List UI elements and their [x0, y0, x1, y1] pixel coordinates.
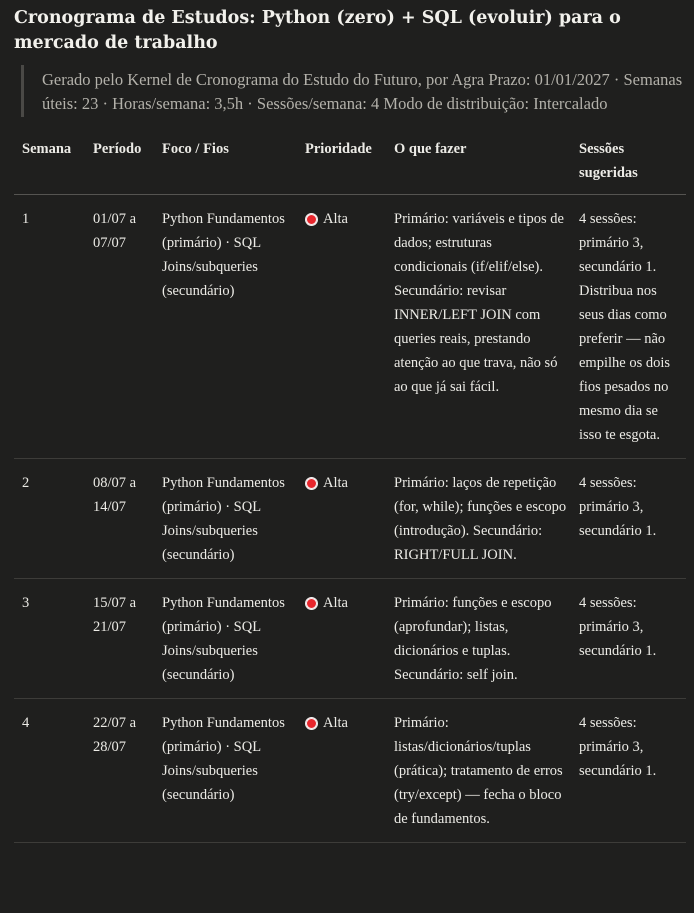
red-circle-icon [305, 717, 318, 730]
column-header-todo: O que fazer [386, 137, 571, 195]
focus-cell: Python Fundamentos (primário) · SQL Joins/subqueries (secundário) [154, 195, 297, 459]
focus-cell: Python Fundamentos (primário) · SQL Joins/subqueries (secundário) [154, 699, 297, 843]
document [14, 0, 686, 843]
column-header-week: Semana [14, 137, 85, 195]
priority-cell [297, 195, 386, 459]
week-cell: 3 [14, 579, 85, 699]
schedule-table [14, 137, 686, 843]
table-row [14, 195, 686, 459]
priority-badge [305, 207, 348, 231]
priority-label: Alta [323, 595, 348, 611]
sessions-cell: 4 sessões: primário 3, secundário 1. [571, 699, 686, 843]
column-header-sessions: Sessões sugeridas [571, 137, 686, 195]
priority-label: Alta [323, 715, 348, 731]
column-header-focus: Foco / Fios [154, 137, 297, 195]
red-circle-icon [305, 213, 318, 226]
sessions-cell: 4 sessões: primário 3, secundário 1. [571, 459, 686, 579]
priority-badge [305, 591, 348, 615]
priority-cell [297, 459, 386, 579]
focus-cell: Python Fundamentos (primário) · SQL Joins/subqueries (secundário) [154, 579, 297, 699]
todo-cell: Primário: variáveis e tipos de dados; estruturas condicionais (if/elif/else). Secundário: revisar INNER/LEFT JOIN com queries reais, prestando atenção ao que trava, não só ao que já sai fácil. [386, 195, 571, 459]
table-row [14, 699, 686, 843]
todo-cell: Primário: laços de repetição (for, while); funções e escopo (introdução). Secundário: RIGHT/FULL JOIN. [386, 459, 571, 579]
week-cell: 4 [14, 699, 85, 843]
page-title: Cronograma de Estudos: Python (zero) + SQL (evoluir) para o mercado de trabalho [14, 8, 621, 53]
period-cell: 22/07 a 28/07 [85, 699, 154, 843]
week-cell: 1 [14, 195, 85, 459]
priority-cell [297, 579, 386, 699]
table-header-row [14, 137, 686, 195]
period-cell: 08/07 a 14/07 [85, 459, 154, 579]
table-row [14, 459, 686, 579]
priority-label: Alta [323, 211, 348, 227]
generation-info: Gerado pelo Kernel de Cronograma do Estudo do Futuro, por Agra Prazo: 01/01/2027 · Semanas úteis: 23 · Horas/semana: 3,5h · Sessões/semana: 4 Modo de distribuição: Intercalado [21, 65, 686, 117]
priority-badge [305, 711, 348, 735]
week-cell: 2 [14, 459, 85, 579]
period-cell: 15/07 a 21/07 [85, 579, 154, 699]
priority-badge [305, 471, 348, 495]
todo-cell: Primário: funções e escopo (aprofundar); listas, dicionários e tuplas. Secundário: self join. [386, 579, 571, 699]
red-circle-icon [305, 597, 318, 610]
column-header-period: Período [85, 137, 154, 195]
table-row [14, 579, 686, 699]
period-cell: 01/07 a 07/07 [85, 195, 154, 459]
priority-label: Alta [323, 475, 348, 491]
sessions-cell: 4 sessões: primário 3, secundário 1. Distribua nos seus dias como preferir — não empilhe os dois fios pesados no mesmo dia se isso te esgota. [571, 195, 686, 459]
todo-cell: Primário: listas/dicionários/tuplas (prática); tratamento de erros (try/except) — fecha o bloco de fundamentos. [386, 699, 571, 843]
sessions-cell: 4 sessões: primário 3, secundário 1. [571, 579, 686, 699]
focus-cell: Python Fundamentos (primário) · SQL Joins/subqueries (secundário) [154, 459, 297, 579]
red-circle-icon [305, 477, 318, 490]
column-header-priority: Prioridade [297, 137, 386, 195]
priority-cell [297, 699, 386, 843]
